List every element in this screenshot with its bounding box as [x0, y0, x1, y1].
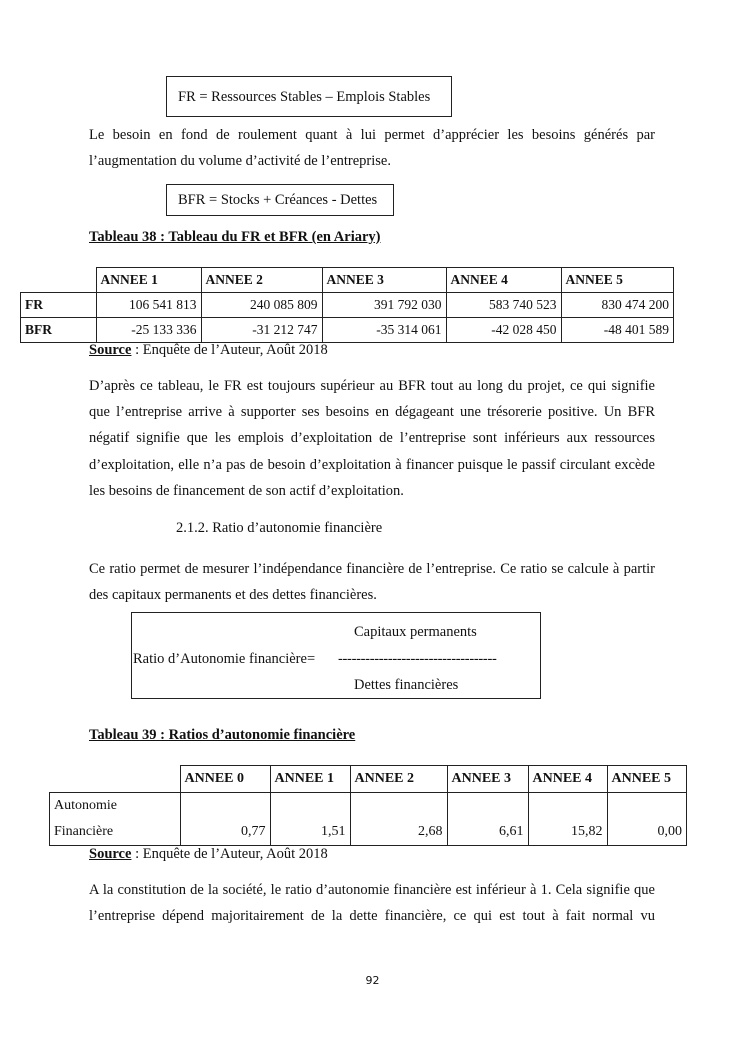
- table-cell: -48 401 589: [561, 318, 674, 343]
- analysis-paragraph: D’après ce tableau, le FR est toujours supérieur au BFR tout au long du projet, ce qui signifie que l’entreprise arrive à supporter ses besoins en dégageant une trésorerie positive. Un BFR négatif signifie que les emplois d’exploitation de l’entreprise sont inférieurs aux ressources d’exploitation, elle n’a pas de besoin d’exploitation à financer puisque le passif circulant excède les besoins de financement de son actif d’exploitation.: [89, 378, 655, 499]
- table39-header: ANNEE 3: [447, 766, 528, 793]
- table-cell: -31 212 747: [201, 318, 322, 343]
- table-row: [50, 793, 687, 846]
- ratio-formula-box: [131, 612, 541, 699]
- formula-divider: -----------------------------------: [338, 651, 497, 667]
- row-label-line: Financière: [54, 824, 114, 839]
- table-cell: 106 541 813: [96, 293, 201, 318]
- bfr-formula-box: [166, 184, 394, 216]
- bfr-intro-paragraph: Le besoin en fond de roulement quant à lui permet d’apprécier les besoins générés par l’augmentation du volume d’activité de l’entreprise.: [89, 127, 655, 170]
- table-cell: -25 133 336: [96, 318, 201, 343]
- row-label: FR: [21, 293, 97, 318]
- table38: [20, 267, 674, 343]
- table39-header: ANNEE 4: [528, 766, 607, 793]
- table-cell: 830 474 200: [561, 293, 674, 318]
- section-heading: 2.1.2. Ratio d’autonomie financière: [176, 520, 383, 536]
- conclusion-paragraph: A la constitution de la société, le ratio d’autonomie financière est inférieur à 1. Cela signifie que l’entreprise dépend majoritairement de la dette financière, ce qui est tout à fait normal vu: [89, 882, 655, 925]
- table-cell: 6,61: [447, 793, 528, 846]
- table38-header: ANNEE 3: [322, 268, 446, 293]
- table39-header: ANNEE 1: [270, 766, 350, 793]
- table-cell: -35 314 061: [322, 318, 446, 343]
- source-text: : Enquête de l’Auteur, Août 2018: [131, 846, 328, 862]
- row-label: BFR: [21, 318, 97, 343]
- formula-numerator: Capitaux permanents: [354, 624, 477, 640]
- table-cell: 583 740 523: [446, 293, 561, 318]
- formula-label: Ratio d’Autonomie financière=: [133, 651, 316, 667]
- page-number: 92: [365, 974, 380, 987]
- table39-header: ANNEE 0: [180, 766, 270, 793]
- row-label-line: Autonomie: [54, 798, 117, 813]
- table-row: [21, 293, 674, 318]
- row-label: [50, 793, 181, 846]
- table38-source: [89, 342, 328, 359]
- table39-source: [89, 846, 328, 863]
- table39-title: Tableau 39 : Ratios d’autonomie financière: [89, 727, 356, 743]
- table39: [49, 765, 687, 846]
- fr-formula-box: [166, 76, 452, 117]
- table-cell: 0,00: [607, 793, 687, 846]
- table38-header: ANNEE 5: [561, 268, 674, 293]
- bfr-formula: BFR = Stocks + Créances - Dettes: [178, 192, 378, 208]
- table-cell: 2,68: [350, 793, 447, 846]
- source-label: Source: [89, 342, 132, 358]
- table-cell: -42 028 450: [446, 318, 561, 343]
- source-label: Source: [89, 846, 132, 862]
- formula-denominator: Dettes financières: [354, 677, 459, 693]
- ratio-paragraph: Ce ratio permet de mesurer l’indépendance financière de l’entreprise. Ce ratio se calcule à partir des capitaux permanents et des dettes financières.: [89, 561, 655, 604]
- table-row: [21, 318, 674, 343]
- fr-formula: FR = Ressources Stables – Emplois Stables: [178, 89, 431, 105]
- table-cell: 1,51: [270, 793, 350, 846]
- table38-title: Tableau 38 : Tableau du FR et BFR (en Ariary): [89, 229, 381, 245]
- table38-header: ANNEE 1: [96, 268, 201, 293]
- table38-header: ANNEE 2: [201, 268, 322, 293]
- table-cell: 391 792 030: [322, 293, 446, 318]
- table38-header: ANNEE 4: [446, 268, 561, 293]
- table-cell: 15,82: [528, 793, 607, 846]
- table39-header: ANNEE 5: [607, 766, 687, 793]
- source-text: : Enquête de l’Auteur, Août 2018: [131, 342, 328, 358]
- table-cell: 0,77: [180, 793, 270, 846]
- table-cell: 240 085 809: [201, 293, 322, 318]
- table39-header: ANNEE 2: [350, 766, 447, 793]
